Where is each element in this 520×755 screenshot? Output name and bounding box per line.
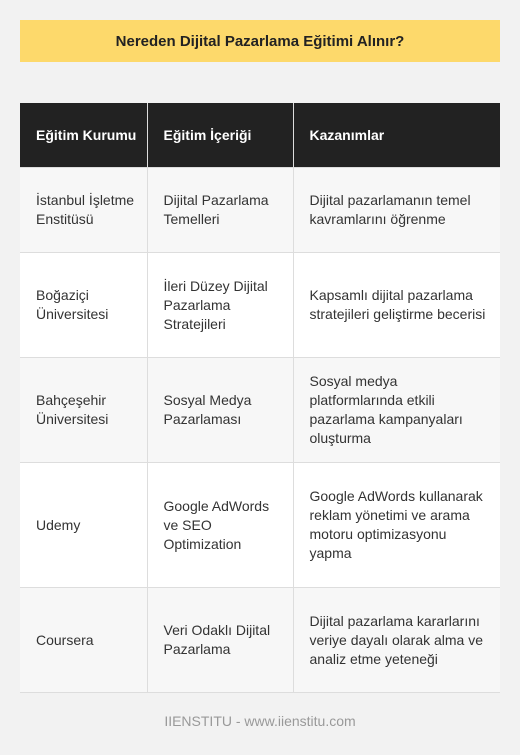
cell-gains: Dijital pazarlamanın temel kavramlarını öğrenme — [293, 168, 500, 253]
cell-gains: Kapsamlı dijital pazarlama stratejileri geliştirme becerisi — [293, 253, 500, 358]
table-header-row — [20, 103, 500, 168]
cell-content: Sosyal Medya Pazarlaması — [147, 358, 293, 463]
page-title: Nereden Dijital Pazarlama Eğitimi Alınır? — [20, 20, 500, 62]
cell-institution: Coursera — [20, 588, 147, 693]
table-row — [20, 588, 500, 693]
header-content: Eğitim İçeriği — [147, 103, 293, 168]
cell-institution: Bahçeşehir Üniversitesi — [20, 358, 147, 463]
cell-content: İleri Düzey Dijital Pazarlama Stratejileri — [147, 253, 293, 358]
cell-gains: Google AdWords kullanarak reklam yönetimi ve arama motoru optimizasyonu yapma — [293, 463, 500, 588]
cell-institution: Udemy — [20, 463, 147, 588]
cell-content: Google AdWords ve SEO Optimization — [147, 463, 293, 588]
cell-institution: Boğaziçi Üniversitesi — [20, 253, 147, 358]
cell-content: Dijital Pazarlama Temelleri — [147, 168, 293, 253]
table-row — [20, 358, 500, 463]
table-row — [20, 253, 500, 358]
cell-content: Veri Odaklı Dijital Pazarlama — [147, 588, 293, 693]
cell-institution: İstanbul İşletme Enstitüsü — [20, 168, 147, 253]
footer-credit: IIENSTITU - www.iienstitu.com — [164, 713, 356, 729]
education-table — [20, 103, 500, 693]
table-row — [20, 168, 500, 253]
header-gains: Kazanımlar — [293, 103, 500, 168]
table-row — [20, 463, 500, 588]
header-institution: Eğitim Kurumu — [20, 103, 147, 168]
cell-gains: Sosyal medya platformlarında etkili pazarlama kampanyaları oluşturma — [293, 358, 500, 463]
cell-gains: Dijital pazarlama kararlarını veriye dayalı olarak alma ve analiz etme yeteneği — [293, 588, 500, 693]
